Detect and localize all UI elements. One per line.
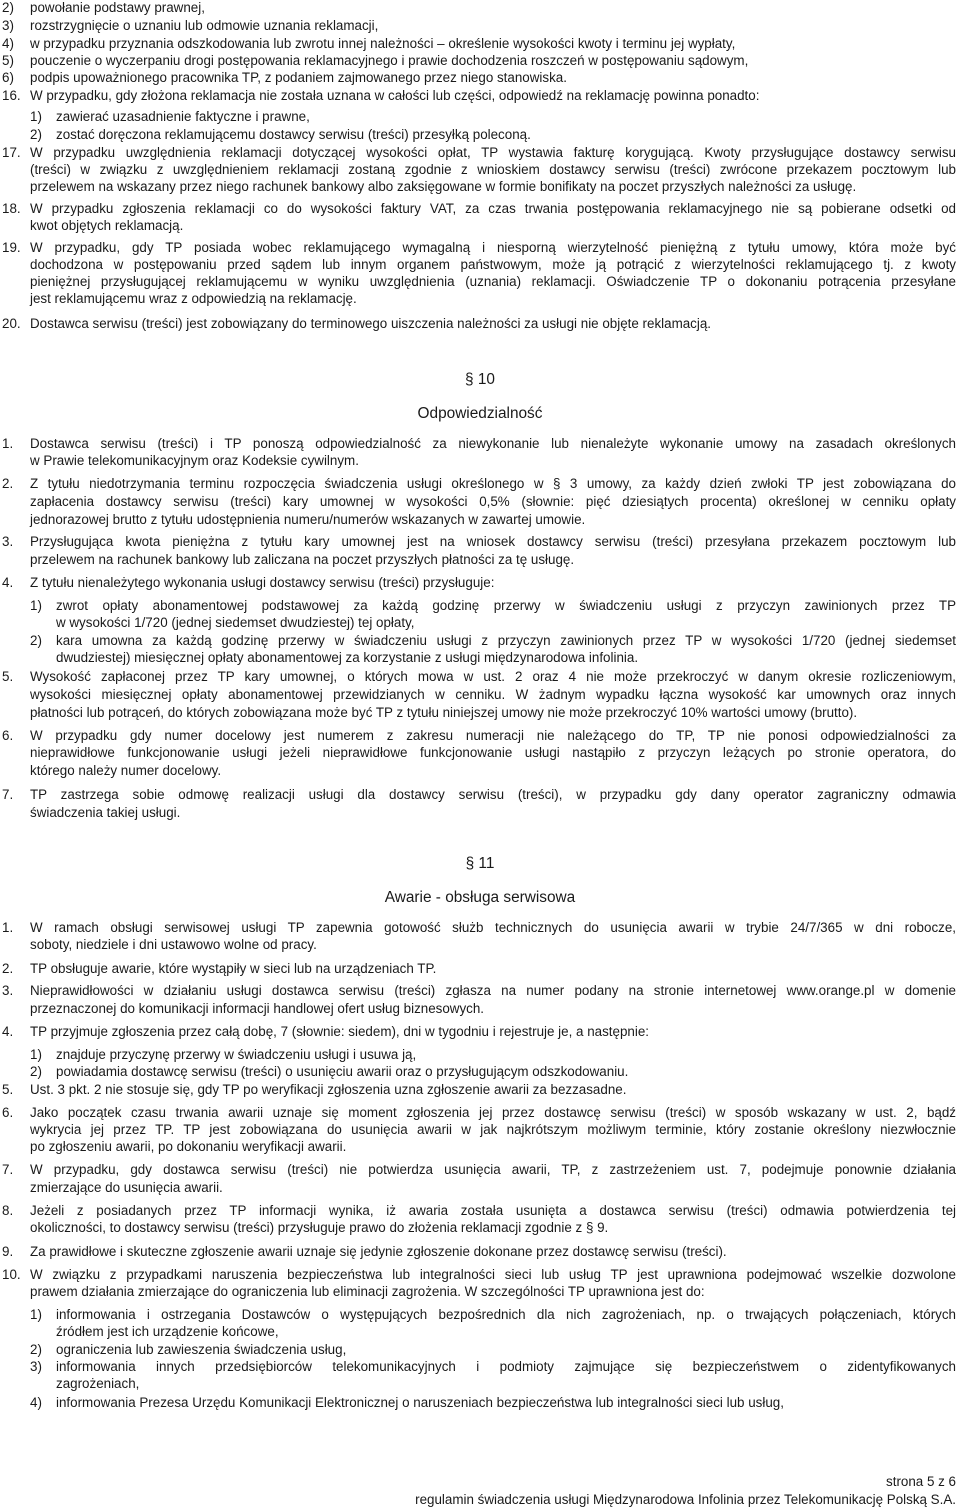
- paragraph-line: (treści) w związku z uwzględnieniem reklamacji zostaną zgodnie z wnioskiem dostawcy serwisu (treści) zwrócone przekazem pocztowym lub: [30, 162, 956, 177]
- paragraph-line: prawem działania zmierzające do ograniczenia lub eliminacji zagrożenia. W szczególności TP uprawniona jest do:: [30, 1284, 705, 1299]
- list-item-line: dwudziestej) miesięcznej opłaty abonamentowej za korzystanie z usługi międzynarodowa infolinia.: [56, 650, 639, 665]
- page-number: strona 5 z 6: [886, 1474, 956, 1489]
- paragraph-line: Za prawidłowe i skuteczne zgłoszenie awarii uznaje się jedynie zgłoszenie dokonane przez dostawcę serwisu (treści).: [30, 1244, 727, 1259]
- list-item-text: podpis upoważnionego pracownika TP, z podaniem zajmowanego przez niego stanowiska.: [30, 70, 567, 85]
- list-item-number: 6): [2, 70, 14, 85]
- paragraph-text: W przypadku, gdy złożona reklamacja nie została uznana w całości lub części, odpowiedź na reklamację powinna ponadto:: [30, 88, 760, 103]
- paragraph-line: wysokości miesięcznej opłaty abonamentowej przewidzianych w cenniku. W żadnym wypadku łączna wysokość kar umownych oraz innych: [30, 687, 956, 702]
- list-item-line: ograniczenia lub zawieszenia świadczenia usług,: [56, 1342, 347, 1357]
- paragraph-number: 10.: [2, 1267, 21, 1282]
- list-item-line: informowania Prezesa Urzędu Komunikacji Elektronicznej o naruszeniach bezpieczeństwa lub integralności sieci lub usług,: [56, 1395, 784, 1410]
- paragraph-number: 5.: [2, 669, 14, 684]
- list-item-text: powołanie podstawy prawnej,: [30, 0, 205, 15]
- list-item-line: znajduje przyczynę przerwy w świadczeniu usługi i usuwa ją,: [56, 1047, 417, 1062]
- paragraph-line: Jako początek czasu trwania awarii uznaje się moment zgłoszenia jej przez dostawcę serwisu (treści) w sposób wskazany w ust. 2, bądź: [30, 1105, 956, 1120]
- paragraph-line: dochodzona w postępowaniu przed sądem lub innym organem państwowym, może ją potrącić z wierzytelności reklamującego tj. z kwoty: [30, 257, 956, 272]
- paragraph-line: W ramach obsługi serwisowej usługi TP zapewnia gotowość służb technicznych do usunięcia awarii w trybie 24/7/365 w dni robocze,: [30, 920, 956, 935]
- paragraph-number: 2.: [2, 961, 14, 976]
- paragraph-line: nieprawidłowe funkcjonowanie usługi jeżeli nieprawidłowe funkcjonowanie usługi nastąpiło z przyczyn leżących po stronie operatora, do: [30, 745, 956, 760]
- paragraph-number: 5.: [2, 1082, 14, 1097]
- list-item-number: 2): [30, 1064, 42, 1079]
- paragraph-line: TP zastrzega sobie odmowę realizacji usługi dla dostawcy serwisu (treści), w przypadku gdy dany operator zagraniczny odmawia: [30, 787, 956, 802]
- paragraph-line: soboty, niedziele i dni ustawowo wolne od pracy.: [30, 937, 317, 952]
- document-footer-title: regulamin świadczenia usługi Międzynarodowa Infolinia przez Telekomunikację Polską S.A.: [415, 1492, 956, 1507]
- paragraph-number: 6.: [2, 1105, 14, 1120]
- paragraph-line: wykrycia jej przez TP. TP jest zobowiązana do usunięcia awarii w jak najkrótszym możliwym terminie, który zostanie określony niezwłocznie: [30, 1122, 956, 1137]
- list-item-line: źródłem jest ich urządzenie końcowe,: [56, 1324, 279, 1339]
- section-number: § 10: [465, 371, 495, 388]
- list-item-number: 1): [30, 109, 42, 124]
- list-item-number: 2): [30, 127, 42, 142]
- paragraph-line: świadczenia takiej usługi.: [30, 805, 181, 820]
- paragraph-line: pieniężnej przysługującej reklamującemu w wyniku uwzględnienia (uznania) reklamacji. Oświadczenie TP o dokonaniu potrącenia przesyłane: [30, 274, 956, 289]
- section-title: Odpowiedzialność: [417, 405, 543, 422]
- paragraph-line: przelewem na wskazany przez niego rachunek bankowy albo zaksięgowane w formie bonifikaty na poczet przyszłych należności za usługę.: [30, 179, 857, 194]
- paragraph-number: 7.: [2, 787, 14, 802]
- paragraph-line: Nieprawidłowości w działaniu usługi dostawca serwisu (treści) zgłasza na numer podany na stronie internetowej www.orange.pl w domenie: [30, 983, 956, 998]
- paragraph-line: jest reklamującemu wraz z odpowiedzią na reklamację.: [30, 291, 357, 306]
- list-item-number: 4): [2, 36, 14, 51]
- list-item-line: w wysokości 1/720 (jednej siedemset dwudziestej) tej opłaty,: [56, 615, 415, 630]
- paragraph-number: 3.: [2, 983, 14, 998]
- paragraph-line: jednorazowej brutto z tytułu udostępnienia numeru/numerów wskazanych w zawartej umowie.: [30, 512, 586, 527]
- paragraph-line: zapłacenia dostawcy serwisu (treści) kary umownej w wysokości 0,5% (słownie: pięć dziesiątych procenta) określonej w cenniku opłaty: [30, 494, 956, 509]
- paragraph-line: przelewem na rachunek bankowy lub zaliczana na poczet przyszłych płatności za tę usługę.: [30, 552, 575, 567]
- list-item-line: informowania i ostrzegania Dostawców o występujących bezpośrednich dla nich zagrożeniach, np. o trwających połączeniach, których: [56, 1307, 956, 1322]
- list-item-line: zwrot opłaty abonamentowej podstawowej za każdą godzinę przerwy w świadczeniu usługi z przyczyn zawinionych przez TP: [56, 598, 956, 613]
- paragraph-line: Wysokość zapłaconej przez TP kary umownej, o których mowa w ust. 2 oraz 4 nie może przekroczyć w danym okresie rozliczeniowym,: [30, 669, 956, 684]
- list-item-line: zagrożeniach,: [56, 1376, 140, 1391]
- paragraph-line: po zgłoszeniu awarii, po dokonaniu weryfikacji awarii.: [30, 1139, 347, 1154]
- paragraph-line: Jeżeli z posiadanych przez TP informacji wynika, iż awaria została usunięta a dostawca serwisu (treści) odmawia potwierdzenia tej: [30, 1203, 956, 1218]
- list-item-text: w przypadku przyznania odszkodowania lub zwrotu innej należności – określenie wysokości kwoty i terminu jej wypłaty,: [30, 36, 736, 51]
- paragraph-number: 1.: [2, 436, 14, 451]
- paragraph-line: płatności lub potrąceń, do których zobowiązana może być TP z tytułu niniejszej umowy nie może przekroczyć 10% wartości umowy (brutto).: [30, 705, 858, 720]
- paragraph-line: W przypadku, gdy TP posiada wobec reklamującego wymagalną i niesporną wierzytelność pieniężną z tytułu umowy, która może być: [30, 240, 956, 255]
- paragraph-line: w Prawie telekomunikacyjnym oraz Kodeksie cywilnym.: [30, 453, 359, 468]
- paragraph-number: 9.: [2, 1244, 14, 1259]
- list-item-text: zostać doręczona reklamującemu dostawcy serwisu (treści) przesyłką poleconą.: [56, 127, 531, 142]
- paragraph-number: 4.: [2, 1024, 14, 1039]
- list-item-number: 2): [30, 1342, 42, 1357]
- paragraph-number: 7.: [2, 1162, 14, 1177]
- list-item-number: 3): [30, 1359, 42, 1374]
- paragraph-line: Z tytułu nienależytego wykonania usługi dostawcy serwisu (treści) przysługuje:: [30, 575, 495, 590]
- paragraph-line: kwot objętych reklamacją.: [30, 218, 184, 233]
- paragraph-line: TP przyjmuje zgłoszenia przez całą dobę, 7 (słownie: siedem), dni w tygodniu i rejestruje je, a następnie:: [30, 1024, 650, 1039]
- paragraph-number: 17.: [2, 145, 21, 160]
- paragraph-line: którego należy numer docelowy.: [30, 763, 222, 778]
- list-item-number: 3): [2, 18, 14, 33]
- paragraph-number: 18.: [2, 201, 21, 216]
- paragraph-line: Ust. 3 pkt. 2 nie stosuje się, gdy TP po weryfikacji zgłoszenia uzna zgłoszenie awarii za bezzasadne.: [30, 1082, 627, 1097]
- paragraph-line: zmierzające do usunięcia awarii.: [30, 1180, 223, 1195]
- paragraph-line: W przypadku zgłoszenia reklamacji co do wysokości faktury VAT, za czas trwania postępowania reklamacyjnego nie są pobierane odsetki od: [30, 201, 956, 216]
- paragraph-line: przeznaczonej do komunikacji informacji handlowej ofert usług biznesowych.: [30, 1001, 485, 1016]
- paragraph-number: 6.: [2, 728, 14, 743]
- paragraph-line: okoliczności, to dostawcy serwisu (treści) przysługuje prawo do złożenia reklamacji zgodnie z § 9.: [30, 1220, 609, 1235]
- paragraph-line: TP obsługuje awarie, które wystąpiły w sieci lub na urządzeniach TP.: [30, 961, 437, 976]
- paragraph-line: W przypadku, gdy dostawca serwisu (treści) nie potwierdza usunięcia awarii, TP, z zastrzeżeniem ust. 7, podejmuje ponownie działania: [30, 1162, 956, 1177]
- paragraph-number: 19.: [2, 240, 21, 255]
- section-number: § 11: [465, 855, 495, 872]
- list-item-number: 1): [30, 1307, 42, 1322]
- list-item-line: informowania innych przedsiębiorców telekomunikacyjnych i podmioty zajmujące się bezpieczeństwem o zidentyfikowanych: [56, 1359, 956, 1374]
- list-item-line: powiadamia dostawcę serwisu (treści) o usunięciu awarii oraz o przysługującym odszkodowaniu.: [56, 1064, 629, 1079]
- list-item-number: 1): [30, 598, 42, 613]
- list-item-text: rozstrzygnięcie o uznaniu lub odmowie uznania reklamacji,: [30, 18, 379, 33]
- list-item-number: 5): [2, 53, 14, 68]
- list-item-line: kara umowna za każdą godzinę przerwy w świadczeniu usługi z przyczyn zawinionych przez TP w wysokości 1/720 (jednej siedemset: [56, 633, 956, 648]
- paragraph-number: 3.: [2, 534, 14, 549]
- paragraph-number: 2.: [2, 476, 14, 491]
- list-item-number: 1): [30, 1047, 42, 1062]
- paragraph-number: 20.: [2, 316, 21, 331]
- paragraph-line: W przypadku uwzględnienia reklamacji dotyczącej wysokości opłat, TP wystawia fakturę korygującą. Kwoty przysługujące dostawcy serwisu: [30, 145, 956, 160]
- list-item-text: pouczenie o wyczerpaniu drogi postępowania reklamacyjnego i prawie dochodzenia roszczeń w postępowaniu sądowym,: [30, 53, 749, 68]
- list-item-number: 2): [30, 633, 42, 648]
- paragraph-text: Dostawca serwisu (treści) jest zobowiązany do terminowego uiszczenia należności za usługi nie objęte reklamacją.: [30, 316, 712, 331]
- paragraph-number: 8.: [2, 1203, 14, 1218]
- paragraph-number: 4.: [2, 575, 14, 590]
- paragraph-line: Dostawca serwisu (treści) i TP ponoszą odpowiedzialność za niewykonanie lub nienależyte wykonanie umowy na zasadach określonych: [30, 436, 956, 451]
- list-item-number: 2): [2, 0, 14, 15]
- paragraph-line: Z tytułu niedotrzymania terminu rozpoczęcia świadczenia usługi określonego w § 3 umowy, za każdy dzień zwłoki TP jest zobowiązana do: [30, 476, 956, 491]
- list-item-text: zawierać uzasadnienie faktyczne i prawne,: [56, 109, 310, 124]
- paragraph-line: Przysługująca kwota pieniężna z tytułu kary umownej jest na wniosek dostawcy serwisu (treści) przesyłana przekazem pocztowym lub: [30, 534, 956, 549]
- paragraph-number: 1.: [2, 920, 14, 935]
- paragraph-line: W przypadku gdy numer docelowy jest numerem z zakresu numeracji nie należącego do TP, TP nie ponosi odpowiedzialności za: [30, 728, 956, 743]
- section-title: Awarie - obsługa serwisowa: [384, 889, 576, 906]
- paragraph-number: 16.: [2, 88, 21, 103]
- paragraph-line: W związku z przypadkami naruszenia bezpieczeństwa lub integralności sieci lub usług TP jest uprawniona podejmować wszelkie dozwolone: [30, 1267, 956, 1282]
- list-item-number: 4): [30, 1395, 42, 1410]
